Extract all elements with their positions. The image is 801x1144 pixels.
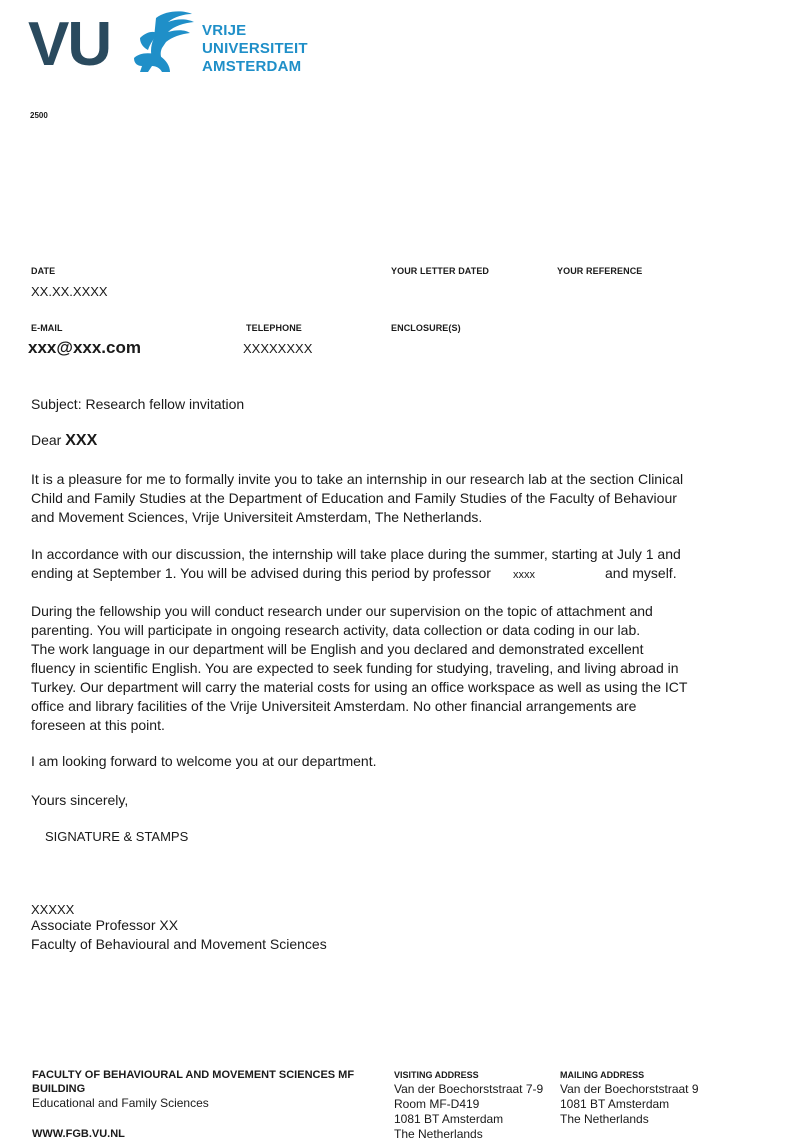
salutation-name: XXX	[65, 432, 98, 449]
footer-mailing-address	[560, 1070, 699, 1127]
paragraph-line: office and library facilities of the Vrije Universiteit Amsterdam. No other financial arrangements are	[31, 698, 637, 714]
footer-faculty-line3: Educational and Family Sciences	[32, 1096, 209, 1110]
paragraph-invitation	[31, 470, 781, 527]
paragraph-line: It is a pleasure for me to formally invite you to take an internship in our research lab at the section Clinical	[31, 471, 684, 487]
logo-wordmark	[202, 22, 308, 76]
griffin-logo-icon	[126, 8, 198, 80]
paragraph-fellowship	[31, 602, 781, 735]
your-letter-dated-label: YOUR LETTER DATED	[391, 266, 490, 276]
mailing-address-line: Van der Boechorststraat 9	[560, 1082, 699, 1096]
paragraph-line: parenting. You will participate in ongoing research activity, data collection or data coding in our lab.	[31, 622, 641, 638]
salutation	[31, 431, 97, 450]
paragraph-line	[31, 564, 781, 583]
paragraph-line: foreseen at this point.	[31, 717, 165, 733]
logo-line-vrije: VRIJE	[202, 22, 247, 39]
date-label: DATE	[31, 266, 56, 276]
paragraph-line: fluency in scientific English. You are expected to seek funding for studying, traveling, and living abroad in	[31, 660, 679, 676]
paragraph-line: Child and Family Studies at the Department of Education and Family Studies of the Faculty of Behaviour	[31, 490, 677, 506]
mailing-address-line: 1081 BT Amsterdam	[560, 1097, 670, 1111]
p2-text-a: ending at September 1. You will be advised during this period by professor	[31, 565, 491, 581]
email-label: E-MAIL	[31, 323, 63, 333]
mailing-address-line: The Netherlands	[560, 1112, 649, 1126]
p2-text-b: and myself.	[605, 565, 677, 581]
paragraph-welcome: I am looking forward to welcome you at our department.	[31, 753, 377, 769]
footer-visiting-address	[394, 1070, 543, 1142]
paragraph-dates	[31, 545, 781, 583]
visiting-address-line: Van der Boechorststraat 7-9	[394, 1082, 544, 1096]
visiting-address-label: VISITING ADDRESS	[394, 1070, 479, 1080]
visiting-address-line: The Netherlands	[394, 1127, 483, 1141]
email-value: xxx@xxx.com	[28, 338, 141, 357]
signer-name: XXXXX	[31, 902, 75, 917]
logo-line-amsterdam: AMSTERDAM	[202, 58, 302, 75]
closing: Yours sincerely,	[31, 792, 129, 808]
mailing-address-label: MAILING ADDRESS	[560, 1070, 645, 1080]
date-value: XX.XX.XXXX	[31, 284, 108, 299]
your-reference-label: YOUR REFERENCE	[557, 266, 643, 276]
reference-number: 2500	[30, 111, 48, 120]
signer-faculty: Faculty of Behavioural and Movement Sciences	[31, 936, 327, 952]
paragraph-line: During the fellowship you will conduct research under our supervision on the topic of attachment and	[31, 603, 653, 619]
footer-website: WWW.FGB.VU.NL	[32, 1128, 125, 1140]
paragraph-line: Turkey. Our department will carry the material costs for using an office workspace as well as using the ICT	[31, 679, 688, 695]
signature-placeholder: SIGNATURE & STAMPS	[45, 829, 189, 844]
telephone-label: TELEPHONE	[246, 323, 302, 333]
visiting-address-line: 1081 BT Amsterdam	[394, 1112, 504, 1126]
vu-logo-mark: VU	[28, 10, 111, 79]
salutation-prefix: Dear	[31, 432, 66, 448]
enclosures-label: ENCLOSURE(S)	[391, 323, 461, 333]
footer-faculty-line1: FACULTY OF BEHAVIOURAL AND MOVEMENT SCIENCES MF	[32, 1069, 355, 1081]
footer-faculty-line2: BUILDING	[32, 1083, 86, 1095]
visiting-address-line: Room MF-D419	[394, 1097, 480, 1111]
paragraph-line: and Movement Sciences, Vrije Universiteit Amsterdam, The Netherlands.	[31, 509, 483, 525]
paragraph-line: In accordance with our discussion, the internship will take place during the summer, starting at July 1 and	[31, 546, 681, 562]
subject-line: Subject: Research fellow invitation	[31, 396, 245, 412]
logo-line-universiteit: UNIVERSITEIT	[202, 40, 308, 57]
paragraph-line: The work language in our department will be English and you declared and demonstrated excellent	[31, 641, 644, 657]
footer-faculty	[32, 1068, 354, 1111]
signer-title: Associate Professor XX	[31, 917, 179, 933]
telephone-value: XXXXXXXX	[243, 341, 313, 356]
professor-name: xxxx	[513, 569, 535, 581]
